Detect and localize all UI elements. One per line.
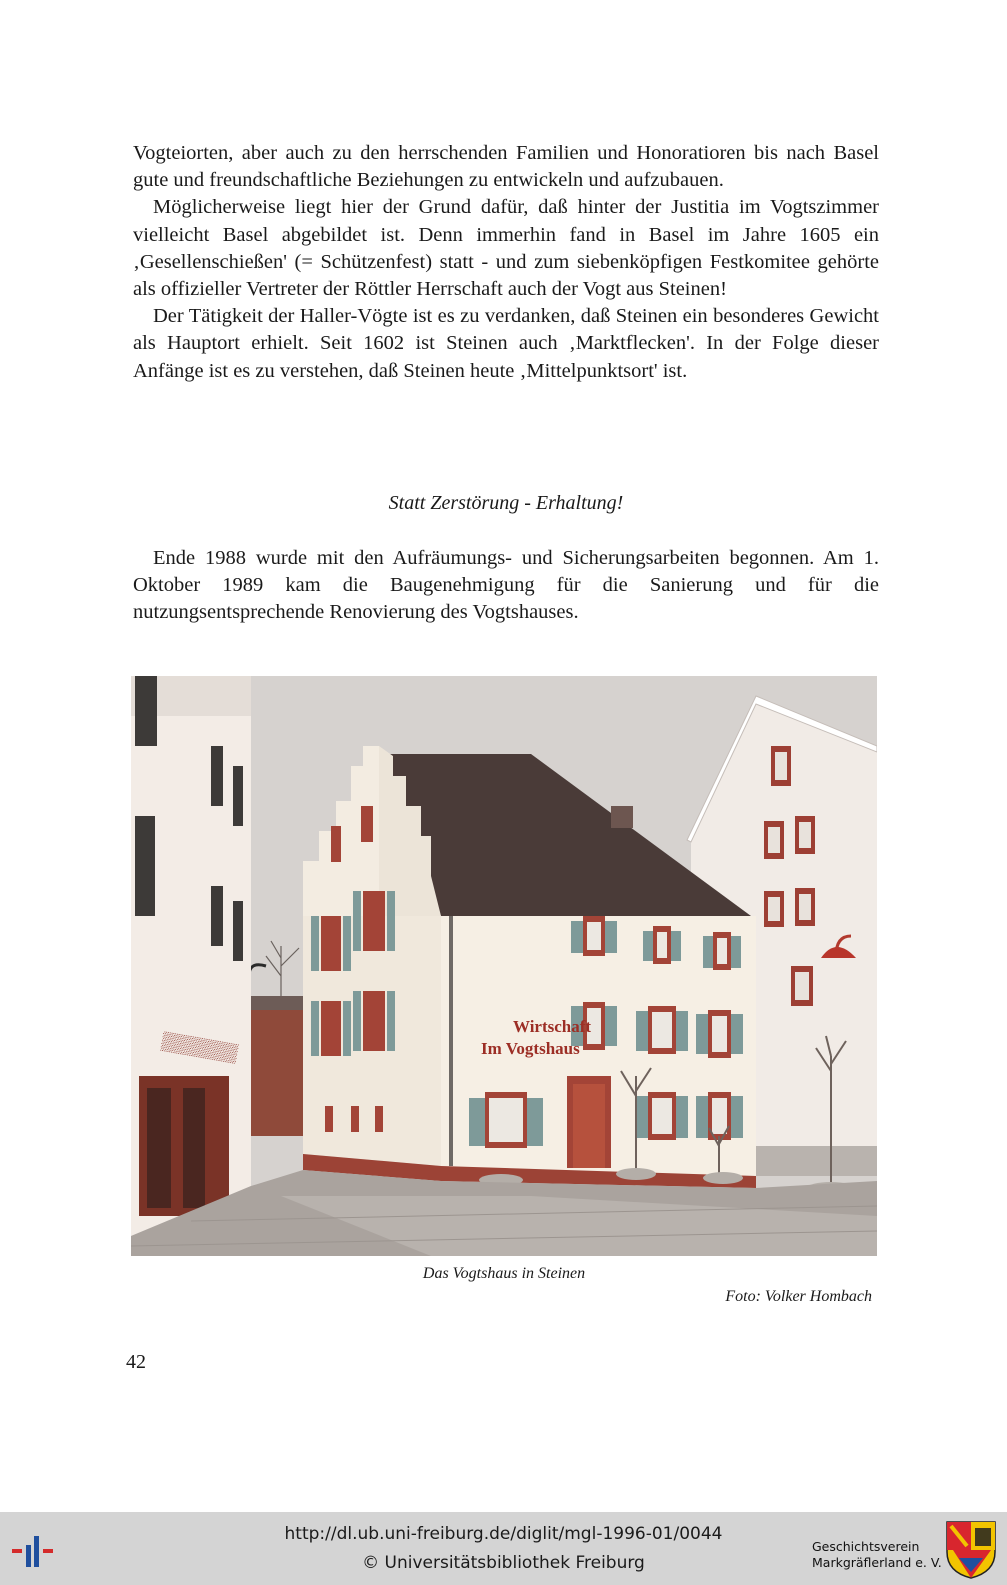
vogtshaus-photo xyxy=(131,676,877,1256)
photo-caption: Das Vogtshaus in Steinen xyxy=(422,1265,586,1282)
paragraph-1: Vogteiorten, aber auch zu den herrschenden Familien und Honoratioren bis nach Basel gute und freundschaftliche Beziehungen zu entwickeln und aufzubauen. xyxy=(133,142,879,192)
paragraph-4: Ende 1988 wurde mit den Aufräumungs- und Sicherungsarbeiten begonnen. Am 1. Oktober 1989 kam die Baugenehmigung für die Sanierung und für die nutzungsentsprechende Renovierung des Vogtshauses. xyxy=(133,547,879,624)
copyright-notice: © Universitätsbibliothek Freiburg xyxy=(362,1553,645,1573)
paragraph-2: Möglicherweise liegt hier der Grund dafür, daß hinter der Justitia im Vogtszimmer vielleicht Basel abgebildet ist. Denn immerhin fand in Basel im Jahre 1605 ein ‚Gesellenschießen' (= Schützenfest) statt - und zum siebenköpfigen Festkomitee gehörte als offizieller Vertreter der Röttler Herrschaft auch der Vogt aus Steinen! xyxy=(133,196,879,301)
organization-name xyxy=(812,1539,942,1571)
body-text-top xyxy=(133,140,879,385)
organization-name-line-1: Geschichtsverein xyxy=(812,1539,920,1554)
photo-sign-line-1: Wirtschaft xyxy=(513,1017,592,1036)
photo-credit: Foto: Volker Hombach xyxy=(725,1288,872,1305)
document-url-link[interactable]: http://dl.ub.uni-freiburg.de/diglit/mgl-1996-01/0044 xyxy=(284,1524,723,1544)
body-text-bottom xyxy=(133,545,879,627)
page-number: 42 xyxy=(126,1351,146,1373)
svg-text:▒▒▒▒▒▒: ▒▒▒▒▒▒ xyxy=(160,1030,240,1064)
paragraph-3: Der Tätigkeit der Haller-Vögte ist es zu verdanken, daß Steinen ein besonderes Gewicht als Hauptort erhielt. Seit 1602 ist Steinen auch ‚Marktflecken'. In der Folge dieser Anfänge ist es zu verstehen, daß Steinen heute ‚Mittelpunktsort' ist. xyxy=(133,305,879,382)
organization-name-line-2: Markgräflerland e. V. xyxy=(812,1555,942,1570)
digitization-footer xyxy=(0,1512,1007,1585)
coat-of-arms-icon xyxy=(945,1520,997,1580)
section-heading: Statt Zerstörung - Erhaltung! xyxy=(388,492,624,514)
photo-sign-line-2: Im Vogtshaus xyxy=(481,1039,580,1058)
